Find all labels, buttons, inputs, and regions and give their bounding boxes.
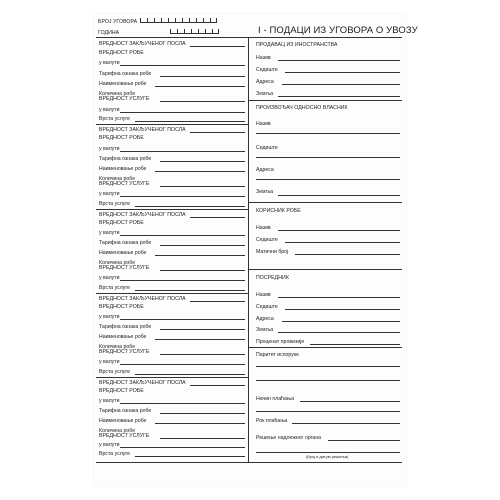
service-type-label: Врста услуге [99,116,130,122]
service-value-field[interactable] [160,354,245,355]
country-field[interactable] [278,332,400,333]
service-value-label: ВРЕДНОСТ УСЛУГЕ [99,265,150,271]
goods-name-field[interactable] [155,86,245,87]
contract-value-field[interactable] [190,301,245,302]
seat-field[interactable] [285,72,400,73]
section-divider [248,100,402,101]
section-divider [248,269,402,270]
goods-name-label: Наименовање робе [99,250,147,256]
contract-number-boxes[interactable] [140,18,217,24]
payment-method-field-2[interactable] [256,411,400,412]
service-type-field[interactable] [135,456,245,457]
bottom-border [96,462,402,463]
section-divider [248,347,402,348]
tariff-mark-field[interactable] [160,76,245,77]
tariff-mark-field[interactable] [160,245,245,246]
goods-value-label: ВРЕДНОСТ РОБЕ [99,135,144,141]
commission-field[interactable] [310,344,400,345]
service-value-field[interactable] [160,101,245,102]
address-field[interactable] [256,179,400,180]
currency-field[interactable] [120,112,245,113]
goods-name-field[interactable] [155,339,245,340]
tariff-mark-field[interactable] [160,329,245,330]
currency-label: у валути [99,107,120,113]
quantity-label: Количина робе [99,176,136,182]
seat-label: Седиште [256,145,278,151]
block-divider [96,124,248,125]
year-label: ГОДИНА [98,30,120,36]
tariff-mark-field[interactable] [160,413,245,414]
name-field[interactable] [278,297,400,298]
tariff-mark-label: Тарифна ознака робе [99,240,152,246]
payment-deadline-field[interactable] [292,423,400,424]
quantity-label: Количина робе [99,428,136,434]
goods-name-label: Наименовање робе [99,81,147,87]
currency-label: у валути [99,359,120,365]
country-field[interactable] [278,96,400,97]
foreign-seller-heading: ПРОДАВАЦ ИЗ ИНОСТРАНСТВА [256,42,338,48]
currency-field[interactable] [120,364,245,365]
contract-value-field[interactable] [190,385,245,386]
tariff-mark-field[interactable] [160,161,245,162]
currency-field[interactable] [120,151,245,152]
service-value-field[interactable] [160,438,245,439]
quantity-label: Количина робе [99,344,136,350]
service-type-label: Врста услуге [99,285,130,291]
service-type-field[interactable] [135,206,245,207]
contract-value-label: ВРЕДНОСТ ЗАКЉУЧЕНОГ ПОСЛА [99,127,186,133]
currency-field[interactable] [120,403,245,404]
year-boxes[interactable] [170,29,219,35]
reg-number-field[interactable] [295,254,400,255]
seat-label: Седиште [256,67,278,73]
payment-method-field[interactable] [300,401,400,402]
service-type-label: Врста услуге [99,369,130,375]
goods-name-label: Наименовање робе [99,166,147,172]
currency-label: у валути [99,275,120,281]
currency-label: у валути [99,191,120,197]
payment-deadline-label: Рок плаћања [256,418,288,424]
service-type-label: Врста услуге [99,451,130,457]
currency-label: у валути [99,230,120,236]
name-label: Назив [256,225,271,231]
goods-name-field[interactable] [155,423,245,424]
seat-field[interactable] [256,157,400,158]
address-label: Адреса [256,79,274,85]
service-type-field[interactable] [135,374,245,375]
service-type-field[interactable] [135,121,245,122]
goods-name-field[interactable] [155,255,245,256]
currency-field[interactable] [120,319,245,320]
name-label: Назив [256,55,271,61]
contract-value-field[interactable] [190,132,245,133]
country-label: Земља [256,189,274,195]
goods-name-field[interactable] [155,171,245,172]
currency-field[interactable] [120,235,245,236]
currency-field[interactable] [120,280,245,281]
address-label: Адреса [256,316,274,322]
quantity-label: Количина робе [99,260,136,266]
contract-value-label: ВРЕДНОСТ ЗАКЉУЧЕНОГ ПОСЛА [99,41,186,47]
name-label: Назив [256,292,271,298]
country-field[interactable] [278,195,400,196]
service-value-field[interactable] [160,186,245,187]
producer-owner-heading: ПРОИЗВОЂАЧ ОДНОСНО ВЛАСНИК [256,105,348,111]
commission-label: Проценат провизије [256,339,305,345]
currency-field[interactable] [120,196,245,197]
delivery-parity-field[interactable] [256,366,400,367]
quantity-label: Количина робе [99,91,136,97]
reg-number-label: Матични број [256,249,289,255]
goods-value-label: ВРЕДНОСТ РОБЕ [99,220,144,226]
currency-field[interactable] [120,65,245,66]
payment-method-label: Начин плаћања [256,396,295,402]
authority-decision-field-2[interactable] [256,452,400,453]
tariff-mark-label: Тарифна ознака робе [99,408,152,414]
service-value-label: ВРЕДНОСТ УСЛУГЕ [99,349,150,355]
block-divider [96,209,248,210]
block-divider [96,377,248,378]
goods-user-heading: КОРИСНИК РОБЕ [256,208,301,214]
seat-label: Седиште [256,304,278,310]
goods-value-label: ВРЕДНОСТ РОБЕ [99,50,144,56]
currency-label: у валути [99,60,120,66]
service-value-label: ВРЕДНОСТ УСЛУГЕ [99,96,150,102]
name-label: Назив [256,121,271,127]
name-field[interactable] [278,230,400,231]
contract-number-label: БРОЈ УГОВОРА [98,19,138,25]
authority-decision-label: Решење надлежног органа [256,435,322,441]
seat-label: Седиште [256,237,278,243]
country-label: Земља [256,327,274,333]
currency-label: у валути [99,398,120,404]
contract-value-label: ВРЕДНОСТ ЗАКЉУЧЕНОГ ПОСЛА [99,296,186,302]
seat-field[interactable] [285,242,400,243]
goods-value-label: ВРЕДНОСТ РОБЕ [99,304,144,310]
service-type-label: Врста услуге [99,201,130,207]
decision-note: (број и датум решења) [306,454,349,459]
tariff-mark-label: Тарифна ознака робе [99,156,152,162]
country-label: Земља [256,91,274,97]
authority-decision-field[interactable] [328,440,400,441]
service-type-field[interactable] [135,290,245,291]
form-title: I - ПОДАЦИ ИЗ УГОВОРА О УВОЗУ [258,25,418,36]
contract-value-label: ВРЕДНОСТ ЗАКЉУЧЕНОГ ПОСЛА [99,380,186,386]
section-divider [248,202,402,203]
tariff-mark-label: Тарифна ознака робе [99,71,152,77]
tariff-mark-label: Тарифна ознака робе [99,324,152,330]
contract-value-field[interactable] [190,46,245,47]
delivery-parity-label: Паритет испоруке [256,352,300,358]
currency-label: у валути [99,146,120,152]
name-field[interactable] [256,133,400,134]
service-value-label: ВРЕДНОСТ УСЛУГЕ [99,433,150,439]
address-label: Адреса [256,167,274,173]
block-divider [96,293,248,294]
top-border [96,37,402,38]
service-value-label: ВРЕДНОСТ УСЛУГЕ [99,181,150,187]
contract-value-label: ВРЕДНОСТ ЗАКЉУЧЕНОГ ПОСЛА [99,212,186,218]
service-value-field[interactable] [160,270,245,271]
name-field[interactable] [278,60,400,61]
goods-name-label: Наименовање робе [99,418,147,424]
delivery-parity-field-2[interactable] [256,380,400,381]
address-field[interactable] [282,321,400,322]
address-field[interactable] [282,84,400,85]
goods-name-label: Наименовање робе [99,334,147,340]
currency-label: у валути [99,314,120,320]
intermediary-heading: ПОСРЕДНИК [256,275,289,281]
currency-field[interactable] [120,447,245,448]
currency-label: у валути [99,442,120,448]
seat-field[interactable] [285,309,400,310]
contract-value-field[interactable] [190,217,245,218]
goods-value-label: ВРЕДНОСТ РОБЕ [99,388,144,394]
